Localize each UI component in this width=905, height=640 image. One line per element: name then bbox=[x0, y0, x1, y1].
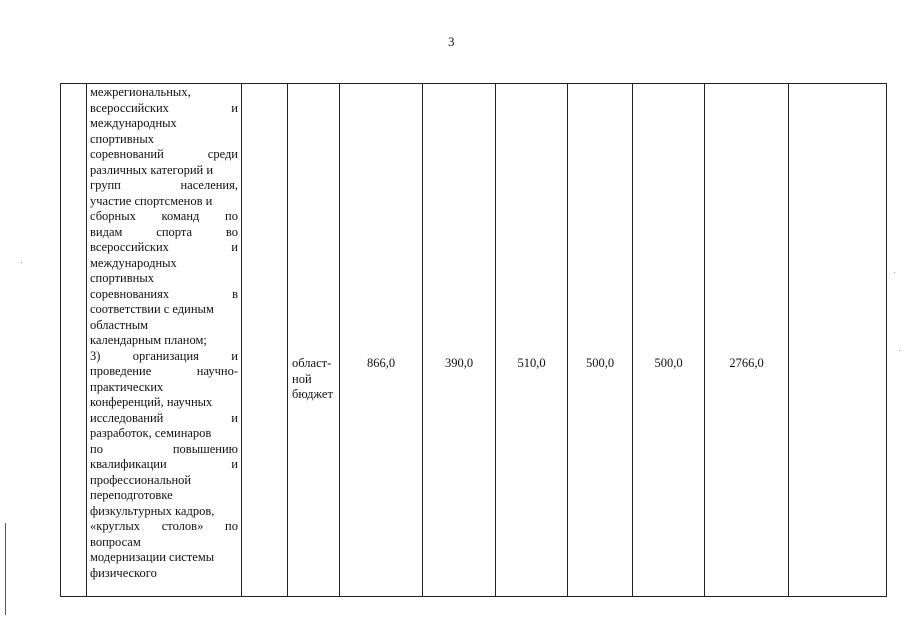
word: по bbox=[225, 519, 238, 533]
word: всероссийских bbox=[90, 240, 169, 254]
funding-source-cell bbox=[288, 84, 340, 597]
row-number-cell bbox=[61, 84, 87, 597]
program-funding-table bbox=[60, 83, 887, 597]
amount-cell: 390,0 bbox=[423, 84, 496, 597]
word: научно- bbox=[196, 364, 238, 378]
description-line: участие спортсменов и bbox=[90, 193, 213, 208]
empty-cell bbox=[789, 84, 887, 597]
amount-cell: 510,0 bbox=[496, 84, 568, 597]
page-number: 3 bbox=[448, 34, 455, 49]
word: во bbox=[225, 224, 238, 239]
word: видам bbox=[90, 224, 123, 239]
description-line bbox=[90, 101, 238, 117]
word: и bbox=[231, 457, 238, 471]
description-line bbox=[90, 147, 238, 163]
description-line: конференций, научных bbox=[90, 395, 213, 409]
word: и bbox=[231, 100, 238, 115]
description-line: соответствии с единым bbox=[90, 302, 214, 316]
description-line bbox=[90, 240, 238, 256]
word: «круглых bbox=[90, 519, 141, 533]
description-line bbox=[90, 178, 238, 194]
word: по bbox=[90, 441, 103, 456]
description-line bbox=[90, 225, 238, 241]
word: среди bbox=[207, 147, 238, 161]
word: соревнованиях bbox=[90, 286, 170, 301]
scan-speck bbox=[21, 262, 22, 263]
description-line bbox=[90, 411, 238, 427]
word: организация bbox=[132, 348, 199, 363]
word: проведение bbox=[90, 364, 152, 378]
description-line: модернизации системы bbox=[90, 550, 215, 564]
description-line: разработок, семинаров bbox=[90, 426, 212, 440]
word: спорта bbox=[156, 224, 193, 239]
description-line: физического bbox=[90, 565, 157, 580]
description-line bbox=[90, 442, 238, 458]
activity-description-cell bbox=[87, 84, 242, 597]
description-line: переподготовке bbox=[90, 488, 173, 502]
word: соревнований bbox=[90, 147, 164, 161]
empty-cell bbox=[242, 84, 288, 597]
funding-source-line: ной bbox=[292, 371, 312, 386]
description-line: областным bbox=[90, 317, 149, 332]
word: и bbox=[231, 240, 238, 254]
description-line bbox=[90, 287, 238, 303]
word: повышению bbox=[172, 441, 238, 456]
description-line bbox=[90, 209, 238, 225]
word: групп bbox=[90, 178, 121, 192]
scan-speck bbox=[894, 272, 895, 273]
word: 3) bbox=[90, 348, 101, 363]
word: и bbox=[231, 348, 238, 363]
word: и bbox=[231, 410, 238, 425]
description-line bbox=[90, 364, 238, 380]
description-line: календарным планом; bbox=[90, 333, 207, 347]
word: по bbox=[225, 209, 238, 223]
description-line bbox=[90, 457, 238, 473]
description-line: физкультурных кадров, bbox=[90, 503, 215, 518]
description-line bbox=[90, 349, 238, 365]
word: команд bbox=[161, 209, 200, 223]
description-line: международных bbox=[90, 255, 177, 270]
description-line: спортивных bbox=[90, 271, 154, 285]
description-line: профессиональной bbox=[90, 472, 192, 487]
description-line: спортивных bbox=[90, 131, 154, 146]
description-line: межрегиональных, bbox=[90, 85, 191, 99]
word: в bbox=[232, 286, 238, 301]
scan-speck bbox=[899, 350, 900, 351]
amount-cell: 500,0 bbox=[568, 84, 633, 597]
funding-source-line: бюджет bbox=[292, 387, 333, 401]
total-amount-cell: 2766,0 bbox=[705, 84, 789, 597]
amount-cell: 500,0 bbox=[633, 84, 705, 597]
description-line bbox=[90, 519, 238, 535]
funding-source-line: област- bbox=[292, 356, 332, 370]
amount-cell: 866,0 bbox=[340, 84, 423, 597]
scan-edge-mark bbox=[5, 523, 6, 615]
word: квалификации bbox=[90, 457, 167, 471]
word: населения, bbox=[180, 178, 238, 192]
description-line: различных категорий и bbox=[90, 162, 214, 177]
word: сборных bbox=[90, 209, 136, 223]
description-line: практических bbox=[90, 379, 164, 394]
description-line: международных bbox=[90, 116, 177, 130]
word: столов» bbox=[161, 519, 204, 533]
table-row bbox=[61, 84, 887, 597]
word: всероссийских bbox=[90, 100, 169, 115]
word: исследований bbox=[90, 410, 164, 425]
description-line: вопросам bbox=[90, 534, 141, 549]
